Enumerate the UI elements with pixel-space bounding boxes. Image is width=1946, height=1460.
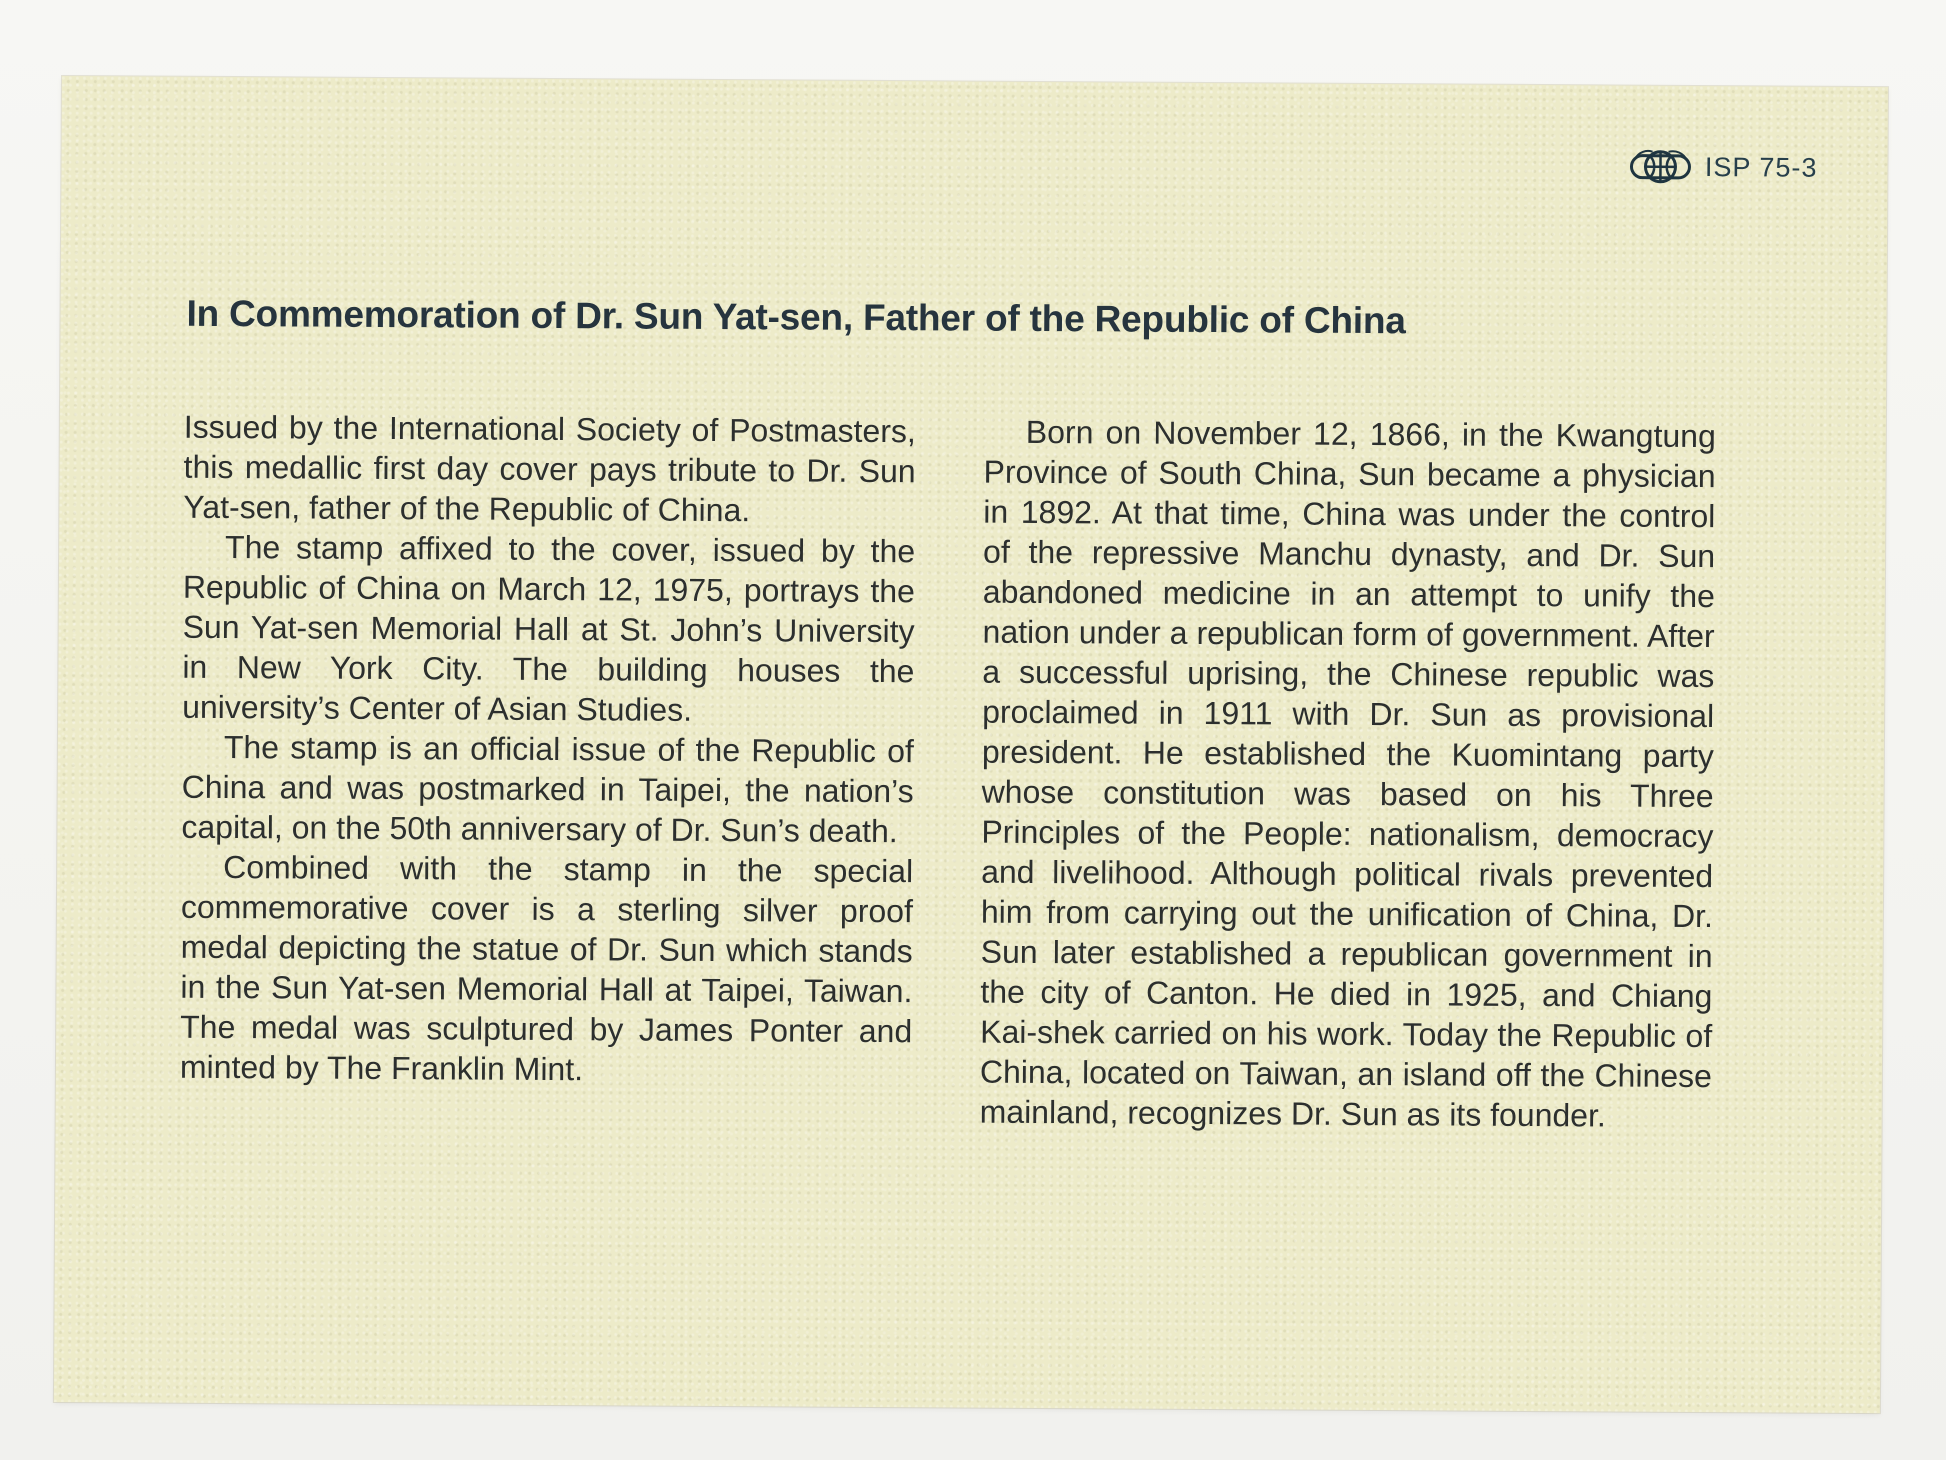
left-text-column [180,407,916,1091]
globe-mark-icon [1629,148,1693,186]
left-paragraph-2: The stamp affixed to the cover, issued by the Republic of China on March 12, 1975, portrays the Sun Yat-sen Memorial Hall at St. John’s University in New York City. The building houses the university’s Center of Asian Studies. [182,529,916,728]
issue-code: ISP 75-3 [1704,151,1818,183]
left-paragraph-3: The stamp is an official issue of the Republic of China and was postmarked in Taipei, the nation’s capital, on the 50th anniversary of Dr. Sun’s death. [181,729,915,850]
page-title: In Commemoration of Dr. Sun Yat-sen, Father of the Republic of China [186,292,1406,342]
right-paragraph-1: Born on November 12, 1866, in the Kwangtung Province of South China, Sun became a physician in 1892. At that time, China was under the control of the repressive Manchu dynasty, and Dr. Sun abandoned medicine in an attempt to unify the nation under a republican form of government. After a successful uprising, the Chinese republic was proclaimed in 1911 with Dr. Sun as provisional president. He established the Kuomintang party whose constitution was based on his Three Principles of the People: nationalism, democracy and livelihood. Although political rivals prevented him from carrying out the unification of China, Dr. Sun later established a republican government in the city of Canton. He died in 1925, and Chiang Kai-shek carried on his work. Today the Republic of China, located on Taiwan, an island off the Chinese mainland, recognizes Dr. Sun as its founder. [979,413,1716,1134]
right-text-column [980,412,1716,1136]
left-paragraph-1: Issued by the International Society of Postmasters, this medallic first day cover pays tribute to Dr. Sun Yat-sen, father of the Republic of China. [183,408,916,529]
commemorative-cover-card [54,76,1888,1413]
left-paragraph-4: Combined with the stamp in the special commemorative cover is a sterling silver proof medal depicting the statue of Dr. Sun which stands in the Sun Yat-sen Memorial Hall at Taipei, Taiwan. The medal was sculptured by James Ponter and minted by The Franklin Mint. [179,848,914,1088]
issue-code-box [1629,148,1818,187]
